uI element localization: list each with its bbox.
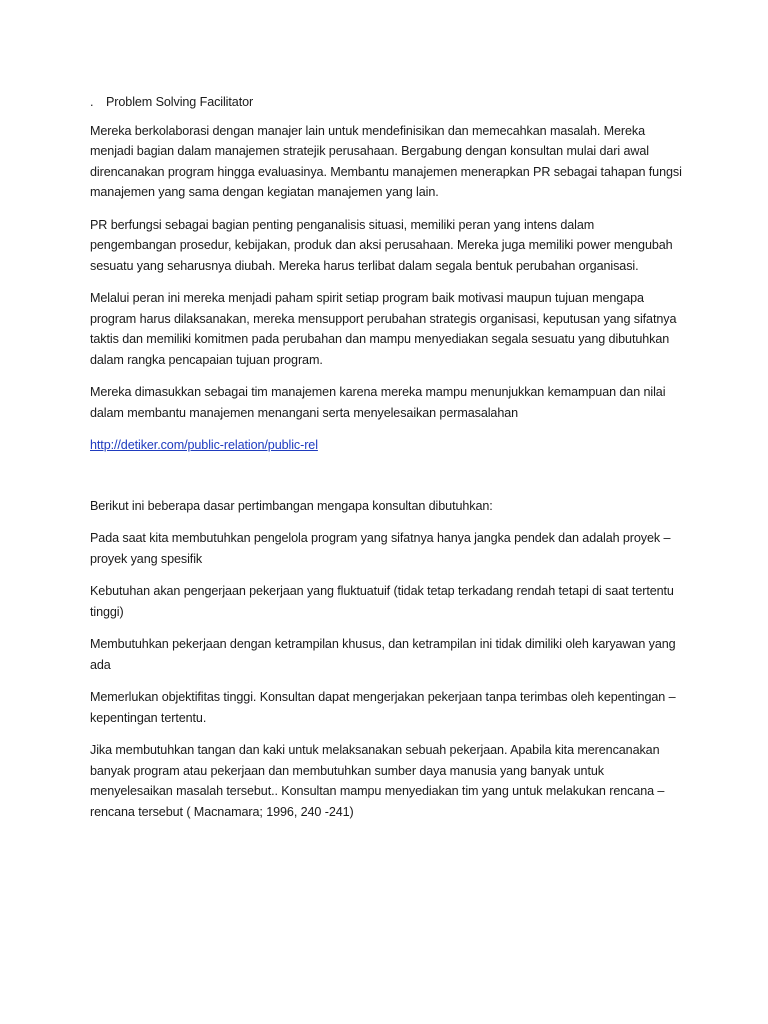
section-heading bbox=[90, 92, 682, 113]
heading-title: Problem Solving Facilitator bbox=[106, 95, 254, 109]
paragraph-objectivity: Memerlukan objektifitas tinggi. Konsultan dapat mengerjakan pekerjaan tanpa terimbas oleh kepentingan – kepentingan tertentu. bbox=[90, 690, 676, 725]
document-body bbox=[90, 92, 682, 834]
paragraph-pr-function: PR berfungsi sebagai bagian penting penganalisis situasi, memiliki peran yang intens dalam pengembangan prosedur, kebijakan, produk dan aksi perusahaan. Mereka juga memiliki power mengubah sesuatu yang seharusnya diubah. Mereka harus terlibat dalam segala bentuk perubahan organisasi. bbox=[90, 217, 673, 273]
paragraph-role-spirit: Melalui peran ini mereka menjadi paham spirit setiap program baik motivasi maupun tujuan mengapa program harus dilaksanakan, mereka mensupport perubahan strategis organisasi, keputusan yang sifatnya taktis dan memiliki komitmen pada perubahan dan mampu menyediakan segala sesuatu yang dibutuhkan dalam rangka pencapaian tujuan program. bbox=[90, 291, 677, 367]
paragraph-human-resources: Jika membutuhkan tangan dan kaki untuk melaksanakan sebuah pekerjaan. Apabila kita merencanakan banyak program atau pekerjaan dan membutuhkan sumber daya manusia yang banyak untuk menyelesaikan masalah tersebut.. Konsultan mampu menyediakan tim yang untuk melakukan rencana – rencana tersebut ( Macnamara; 1996, 240 -241) bbox=[90, 743, 665, 819]
reference-link[interactable]: http://detiker.com/public-relation/public-rel bbox=[90, 438, 318, 452]
heading-bullet: . bbox=[90, 95, 94, 109]
paragraph-short-term-projects: Pada saat kita membutuhkan pengelola program yang sifatnya hanya jangka pendek dan adalah proyek – proyek yang spesifik bbox=[90, 531, 671, 566]
reference-link-paragraph bbox=[90, 435, 682, 456]
blank-line bbox=[90, 468, 682, 496]
paragraph-management-team: Mereka dimasukkan sebagai tim manajemen karena mereka mampu menunjukkan kemampuan dan nilai dalam membantu manajemen menangani serta menyelesaikan permasalahan bbox=[90, 385, 666, 420]
paragraph-fluctuating-work: Kebutuhan akan pengerjaan pekerjaan yang fluktuatuif (tidak tetap terkadang rendah tetapi di saat tertentu tinggi) bbox=[90, 584, 674, 619]
paragraph-consultant-intro: Berikut ini beberapa dasar pertimbangan mengapa konsultan dibutuhkan: bbox=[90, 498, 493, 513]
paragraph-special-skills: Membutuhkan pekerjaan dengan ketrampilan khusus, dan ketrampilan ini tidak dimiliki oleh karyawan yang ada bbox=[90, 637, 676, 672]
paragraph-collaboration: Mereka berkolaborasi dengan manajer lain untuk mendefinisikan dan memecahkan masalah. Mereka menjadi bagian dalam manajemen stratejik perusahaan. Bergabung dengan konsultan mulai dari awal direncanakan program hingga evaluasinya. Membantu manajemen menerapkan PR sebagai tahapan fungsi manajemen yang sama dengan kegiatan manajemen yang lain. bbox=[90, 123, 682, 199]
